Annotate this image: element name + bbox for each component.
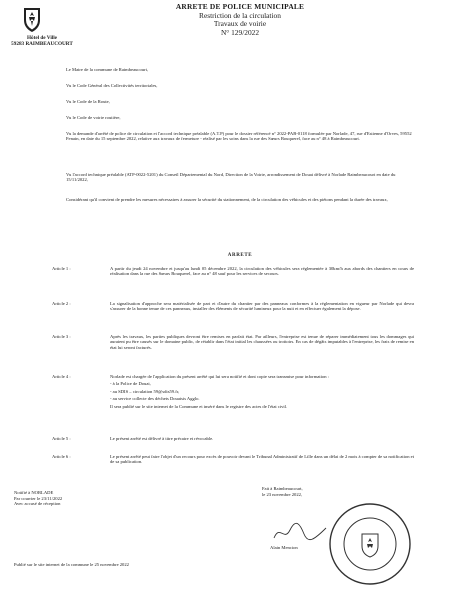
article-2-text xyxy=(110,301,414,314)
intro-line-2: Vu le Code de la Route, xyxy=(66,99,110,104)
place: Fait à Raimbeaucourt, xyxy=(262,486,303,491)
article-5-paragraph: Le présent arrêté est délivré à titre précaire et révocable. xyxy=(110,436,214,441)
coat-of-arms-icon xyxy=(12,6,52,34)
signature-place-date xyxy=(262,486,372,497)
article-6-paragraph: Le présent arrêté peut faire l'objet d'un recours pour excès de pouvoir devant le Tribunal Administratif de Lille dans un délai de 2 mois à compter de sa notification et de sa publication. xyxy=(110,454,414,465)
notified-date: Par courrier le 23/11/2022 xyxy=(14,495,63,501)
intro-line-1: Vu le Code Général des Collectivités territoriales, xyxy=(66,83,158,88)
signature-icon xyxy=(270,520,330,544)
official-stamp-icon xyxy=(326,500,414,588)
arrete-heading: ARRETE xyxy=(227,253,253,258)
receipt-note: Avec accusé de réception xyxy=(14,501,61,507)
article-6-label: Article 6 : xyxy=(52,454,71,459)
article-6-text xyxy=(110,454,414,467)
article-5-label: Article 5 : xyxy=(52,436,71,441)
article-1-label: Article 1 : xyxy=(52,266,71,271)
intro-paragraph-4: Vu la demande d'arrêté de police de circulation et l'accord technique préalable (A.T.P) pour le dossier référencé n° 2022-PAB-0118 formulée par Norlade, 47, rue d'Estienne d'Orves, 59552 Fenain, en date du 15 septembre 2022, relative aux travaux de fermeture - réalisé par les soins dans la rue des Sœurs Bouquerel, face au n° 48 à Raimbeaucourt. xyxy=(66,131,412,142)
article-4-item-collecte: - au service collecte des déchets Douaisis Agglo. xyxy=(110,396,200,402)
article-1-paragraph: A partir du jeudi 24 novembre et jusqu'au lundi 05 décembre 2022, la circulation des véhicules sera réglementée à 30km/h aux abords des chantiers en cours de réalisation dans la rue des Sœurs Bouquerel, face au n° 48 sauf pour les services de secours. xyxy=(110,266,414,277)
title-line1: ARRETE DE POLICE MUNICIPALE xyxy=(175,2,305,11)
intro-paragraph-6: Considérant qu'il convient de prendre les mesures nécessaires à assurer la sécurité du stationnement, de la circulation des véhicules et des piétons pendant la durée des travaux, xyxy=(66,197,388,202)
signatory-name: Alain Mencion xyxy=(270,545,298,550)
article-2-label: Article 2 : xyxy=(52,301,71,306)
town-hall-label: Hôtel de Ville xyxy=(27,35,57,41)
article-3-label: Article 3 : xyxy=(52,334,71,339)
title-number: N° 129/2022 xyxy=(220,27,260,37)
notification-block xyxy=(14,490,154,507)
article-5-text xyxy=(110,436,414,443)
article-4-paragraph-publication: Il sera publié sur le site internet de la Commune et inséré dans le registre des actes de l'état civil. xyxy=(110,403,288,409)
article-4-item-police: - à la Police de Douai, xyxy=(110,381,151,387)
town-hall-block xyxy=(6,35,78,47)
publication-note: Publié sur le site internet de la commune le 25 novembre 2022 xyxy=(14,562,129,567)
article-4-text xyxy=(110,374,414,411)
article-1-text xyxy=(110,266,414,279)
article-4-label: Article 4 : xyxy=(52,374,71,379)
article-4-paragraph-0: Norlade est chargée de l'application du présent arrêté qui lui sera notifié et dont copie sera transmise pour information : xyxy=(110,374,329,379)
article-3-text xyxy=(110,334,414,352)
title-line3: Travaux de voirie xyxy=(213,19,267,29)
notified-to: Notifié à NORLADE xyxy=(14,490,54,495)
intro-line-3: Vu le Code de voirie routière, xyxy=(66,115,121,120)
intro-paragraph-5: Vu l'accord technique préalable (ATP-0022-5201) du Conseil Départemental du Nord, Direction de la Voirie, arrondissement de Douai délivré à Norlade Raimbeaucourt en date du 15/11/2022, xyxy=(66,172,396,183)
article-3-paragraph: Après les travaux, les parties publiques devront être remises en parfait état. Par ailleurs, l'entreprise est tenue de réparer immédiatement tous les dommages qui auraient pu être causés sur le domaine public, de rétablir dans l'état initial les chaussées ou trottoirs. En cas de dégâts imputables à l'entreprise, les frais de remise en état lui seront facturés. xyxy=(110,334,414,350)
intro-line-0: Le Maire de la commune de Raimbeaucourt, xyxy=(66,67,149,72)
town-address: 59283 RAIMBEAUCOURT xyxy=(11,41,73,48)
document-title xyxy=(150,3,330,37)
title-line2: Restriction de la circulation xyxy=(199,10,281,20)
article-4-item-sdis: - au SDIS – circulation 59@sdis59.fr, xyxy=(110,388,180,394)
signature-date: le 23 novembre 2022, xyxy=(262,491,303,497)
article-2-paragraph: La signalisation d'approche sera matérialisée de part et d'autre du chantier par des panneaux conformes à la réglementation en vigueur par Norlade qui devra s'assurer de la bonne tenue de ces panneaux, installer des éléments de sécurité lumineux pour la nuit et en effectuer également la dépose. xyxy=(110,301,414,312)
